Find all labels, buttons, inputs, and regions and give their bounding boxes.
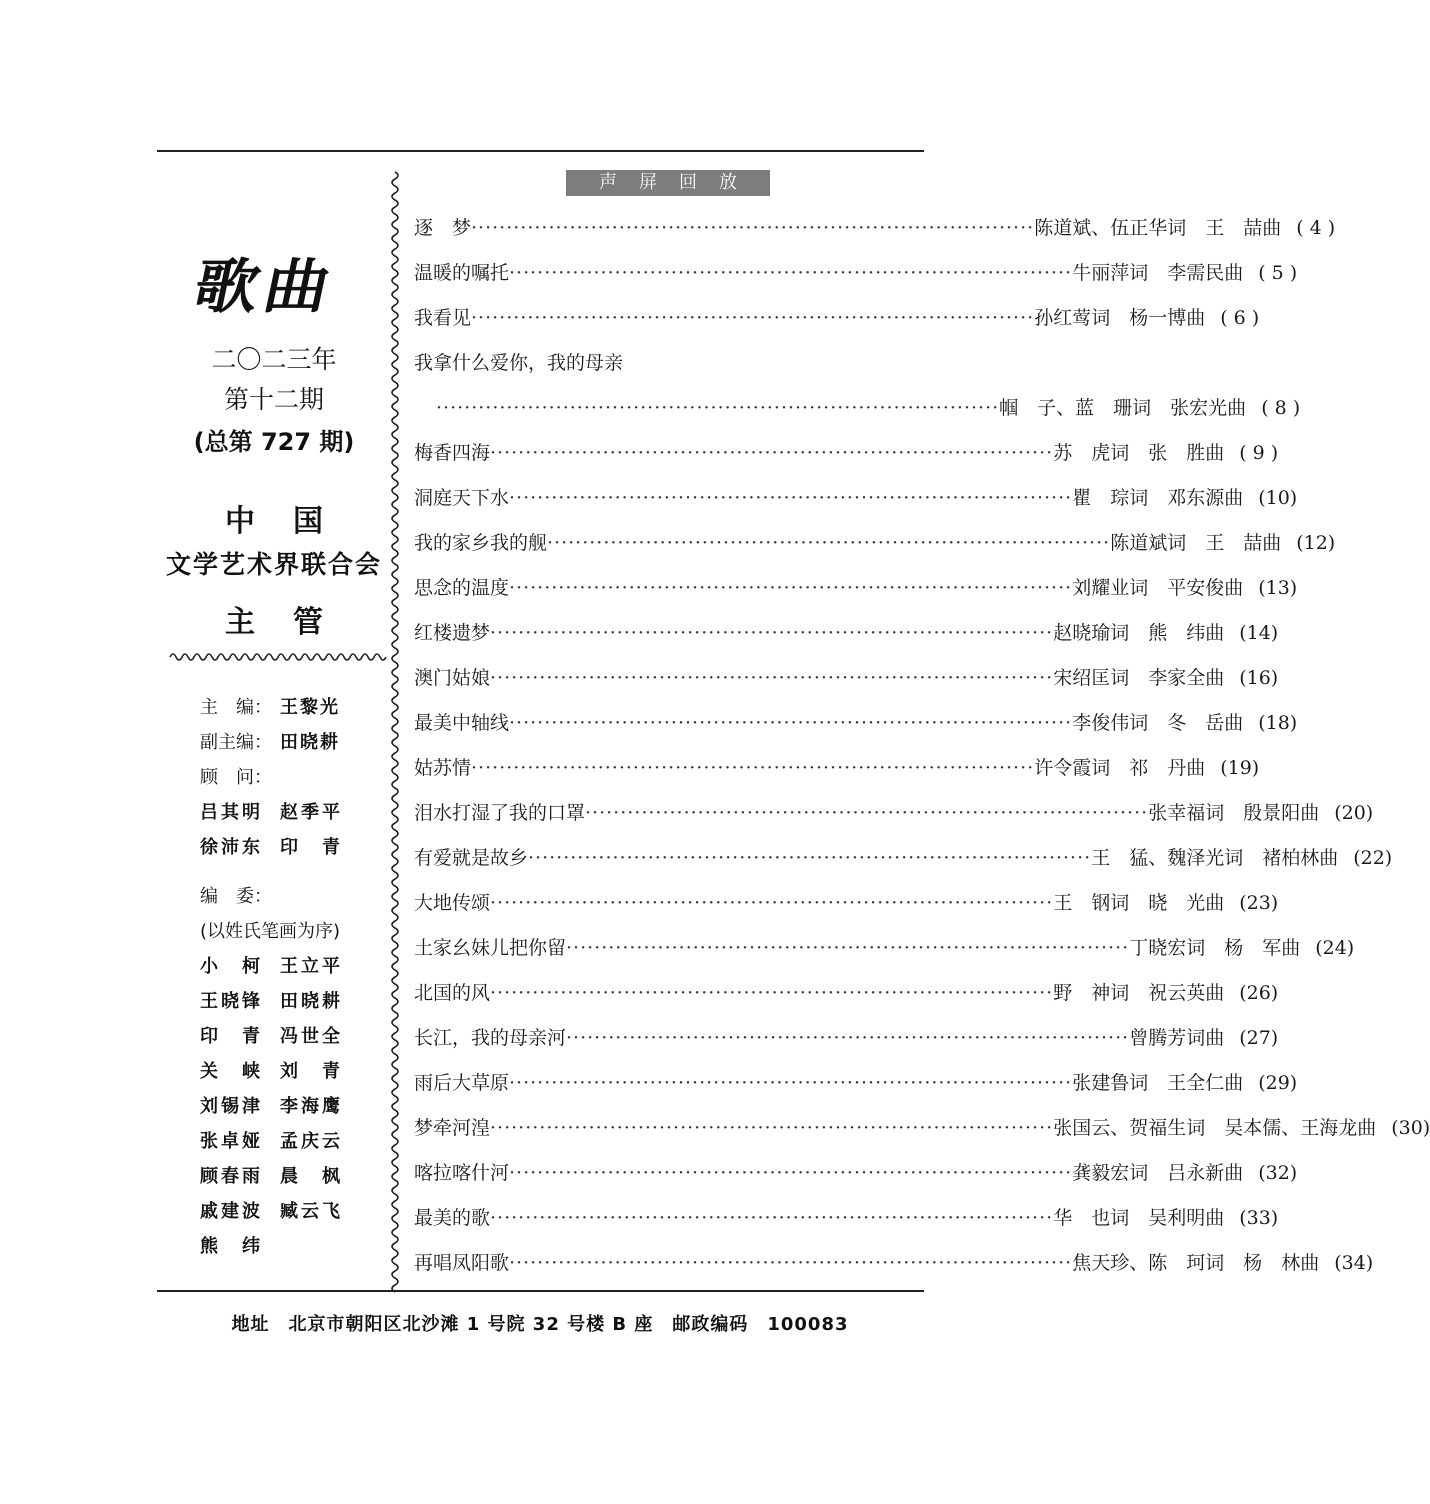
staff-list xyxy=(200,690,380,1264)
toc-credits: 陈道斌、伍正华词 王 喆曲 xyxy=(1034,217,1282,239)
committee-member: 王立平 xyxy=(280,956,343,977)
committee-row xyxy=(200,1159,380,1194)
toc-credits: 华 也词 吴利明曲 xyxy=(1053,1207,1225,1229)
toc-leader-dots: ················································································ xyxy=(490,1207,1054,1229)
toc-credits: 赵晓瑜词 熊 纬曲 xyxy=(1053,622,1225,644)
deputy-editor-label: 副主编： xyxy=(200,732,272,753)
section-banner: 声屏回放 xyxy=(566,170,770,196)
toc-leader-dots: ················································································ xyxy=(471,757,1035,779)
toc-entry xyxy=(414,971,1279,1016)
committee-member: 孟庆云 xyxy=(280,1131,343,1152)
committee-label: 编 委： xyxy=(200,886,272,907)
toc-title: 梅香四海 xyxy=(414,442,491,464)
toc-title: 红楼遗梦 xyxy=(414,622,491,644)
toc-page: (32) xyxy=(1258,1162,1298,1184)
toc-title: 温暖的嘱托 xyxy=(414,262,510,284)
committee-member: 关 峡 xyxy=(200,1061,263,1082)
committee-member: 刘 青 xyxy=(280,1061,343,1082)
toc-leader-dots: ················································································ xyxy=(509,712,1073,734)
toc-page: ( 9 ) xyxy=(1239,442,1279,464)
vertical-wave-divider xyxy=(388,172,402,1282)
toc-leader-dots: ················································································ xyxy=(509,1162,1073,1184)
org-line-1: 中国 xyxy=(225,504,361,539)
chief-editor-label: 主 编： xyxy=(200,697,272,718)
toc-credits: 丁晓宏词 杨 军曲 xyxy=(1129,937,1301,959)
toc-credits: 张国云、贺福生词 吴本儒、王海龙曲 xyxy=(1053,1117,1377,1139)
committee-member: 冯世全 xyxy=(280,1026,343,1047)
toc-leader-dots: ················································································ xyxy=(471,217,1035,239)
toc-entry xyxy=(414,656,1279,701)
toc-page: (20) xyxy=(1334,802,1374,824)
toc-leader-dots: ················································································ xyxy=(490,1117,1054,1139)
toc-title: 澳门姑娘 xyxy=(414,667,491,689)
committee-row xyxy=(200,1194,380,1229)
toc-credits: 李俊伟词 冬 岳曲 xyxy=(1072,712,1244,734)
magazine-logo: 歌曲 xyxy=(187,252,343,322)
toc-leader-dots: ················································································ xyxy=(566,937,1130,959)
toc-page: (23) xyxy=(1239,892,1279,914)
toc-title: 泪水打湿了我的口罩 xyxy=(414,802,586,824)
toc-leader-dots: ················································································ xyxy=(471,307,1035,329)
toc-page: (29) xyxy=(1258,1072,1298,1094)
toc-entry xyxy=(414,701,1298,746)
toc-leader-dots: ················································································ xyxy=(436,397,1000,419)
committee-member: 田晓耕 xyxy=(280,991,343,1012)
toc-page: (10) xyxy=(1258,487,1298,509)
toc-title: 逐 梦 xyxy=(414,217,472,239)
toc-credits: 野 神词 祝云英曲 xyxy=(1053,982,1225,1004)
toc-entry xyxy=(414,1061,1298,1106)
toc-credits: 宋绍匡词 李家全曲 xyxy=(1053,667,1225,689)
committee-member: 李海鹰 xyxy=(280,1096,343,1117)
toc-entry xyxy=(414,341,924,386)
toc-credits: 苏 虎词 张 胜曲 xyxy=(1053,442,1225,464)
advisor-name: 吕其明 xyxy=(200,802,263,823)
toc-leader-dots: ················································································ xyxy=(490,442,1054,464)
toc-entry xyxy=(414,611,1279,656)
deputy-editor: 田晓耕 xyxy=(280,732,340,753)
issue-year: 二〇二三年 xyxy=(211,345,337,374)
toc-page: (26) xyxy=(1239,982,1279,1004)
toc-page: (16) xyxy=(1239,667,1279,689)
toc-credits: 陈道斌词 王 喆曲 xyxy=(1110,532,1282,554)
toc-leader-dots: ················································································ xyxy=(509,1252,1073,1274)
committee-note: (以姓氏笔画为序) xyxy=(200,921,341,942)
toc-title: 最美中轴线 xyxy=(414,712,510,734)
toc-leader-dots: ················································································ xyxy=(490,982,1054,1004)
toc-entry xyxy=(414,296,1260,341)
committee-row xyxy=(200,984,380,1019)
toc-leader-dots: ················································································ xyxy=(490,892,1054,914)
toc-page: (27) xyxy=(1239,1027,1279,1049)
chief-editor-row xyxy=(200,690,380,725)
toc-entry xyxy=(414,386,1301,431)
toc-entry xyxy=(414,836,1393,881)
committee-list xyxy=(200,949,380,1264)
toc-page: ( 5 ) xyxy=(1258,262,1298,284)
toc-page: (33) xyxy=(1239,1207,1279,1229)
toc-page: (22) xyxy=(1353,847,1393,869)
toc-title: 我拿什么爱你，我的母亲 xyxy=(414,352,624,374)
committee-row xyxy=(200,1054,380,1089)
committee-member: 顾春雨 xyxy=(200,1166,263,1187)
toc-title: 洞庭天下水 xyxy=(414,487,510,509)
committee-member: 王晓锋 xyxy=(200,991,263,1012)
toc-credits: 王 猛、魏泽光词 褚柏林曲 xyxy=(1091,847,1339,869)
toc-leader-dots: ················································································ xyxy=(509,577,1073,599)
toc-page: (30) xyxy=(1391,1117,1430,1139)
toc-entry xyxy=(414,431,1279,476)
table-of-contents xyxy=(414,206,1430,1286)
advisor-name: 印 青 xyxy=(280,837,343,858)
toc-page: (19) xyxy=(1220,757,1260,779)
toc-entry xyxy=(414,206,1336,251)
toc-leader-dots: ················································································ xyxy=(509,487,1073,509)
deputy-editor-row xyxy=(200,725,380,760)
advisor-label: 顾 问： xyxy=(200,767,272,788)
toc-title: 我看见 xyxy=(414,307,472,329)
toc-page: ( 4 ) xyxy=(1296,217,1336,239)
toc-page: (18) xyxy=(1258,712,1298,734)
committee-row xyxy=(200,1124,380,1159)
toc-title: 北国的风 xyxy=(414,982,491,1004)
toc-entry xyxy=(414,251,1298,296)
toc-leader-dots: ················································································ xyxy=(566,1027,1130,1049)
toc-credits: 孙红莺词 杨一博曲 xyxy=(1034,307,1206,329)
toc-leader-dots: ················································································ xyxy=(547,532,1111,554)
toc-title: 喀拉喀什河 xyxy=(414,1162,510,1184)
toc-title: 大地传颂 xyxy=(414,892,491,914)
advisor-row xyxy=(200,830,380,865)
toc-credits: 许令霞词 祁 丹曲 xyxy=(1034,757,1206,779)
toc-credits: 张建鲁词 王全仁曲 xyxy=(1072,1072,1244,1094)
committee-member: 戚建波 xyxy=(200,1201,263,1222)
toc-title: 雨后大草原 xyxy=(414,1072,510,1094)
committee-member: 张卓娅 xyxy=(200,1131,263,1152)
committee-label-row xyxy=(200,879,380,914)
toc-credits: 焦天珍、陈 珂词 杨 林曲 xyxy=(1072,1252,1320,1274)
toc-title: 思念的温度 xyxy=(414,577,510,599)
toc-credits: 牛丽萍词 李需民曲 xyxy=(1072,262,1244,284)
masthead-column xyxy=(160,150,388,1290)
total-issue: (总第 727 期) xyxy=(193,428,355,456)
toc-credits: 曾腾芳词曲 xyxy=(1129,1027,1225,1049)
committee-row xyxy=(200,1019,380,1054)
committee-member: 臧云飞 xyxy=(280,1201,343,1222)
toc-leader-dots: ················································································ xyxy=(490,667,1054,689)
committee-member: 刘锡津 xyxy=(200,1096,263,1117)
toc-leader-dots: ················································································ xyxy=(509,1072,1073,1094)
committee-member: 晨 枫 xyxy=(280,1166,343,1187)
committee-member: 小 柯 xyxy=(200,956,263,977)
toc-entry xyxy=(414,1241,1374,1286)
advisor-name: 徐沛东 xyxy=(200,837,263,858)
toc-leader-dots: ················································································ xyxy=(490,622,1054,644)
toc-title: 梦牵河湟 xyxy=(414,1117,491,1139)
advisor-name: 赵季平 xyxy=(280,802,343,823)
committee-member: 熊 纬 xyxy=(200,1236,263,1257)
toc-entry xyxy=(414,1151,1298,1196)
toc-entry xyxy=(414,881,1279,926)
toc-title: 长江，我的母亲河 xyxy=(414,1027,567,1049)
committee-row xyxy=(200,949,380,984)
toc-leader-dots: ················································································ xyxy=(528,847,1092,869)
toc-credits: 张幸福词 殷景阳曲 xyxy=(1148,802,1320,824)
issue-number: 第十二期 xyxy=(223,385,324,414)
toc-entry xyxy=(414,476,1298,521)
toc-entry xyxy=(414,926,1355,971)
committee-row xyxy=(200,1089,380,1124)
toc-credits: 瞿 琮词 邓东源曲 xyxy=(1072,487,1244,509)
toc-credits: 帼 子、蓝 珊词 张宏光曲 xyxy=(999,397,1247,419)
toc-title: 我的家乡我的舰 xyxy=(414,532,548,554)
toc-title: 最美的歌 xyxy=(414,1207,491,1229)
toc-entry xyxy=(414,521,1336,566)
bottom-rule xyxy=(157,1290,924,1292)
toc-credits: 王 钢词 晓 光曲 xyxy=(1053,892,1225,914)
org-line-3: 主管 xyxy=(225,605,361,640)
address-footer: 地址 北京市朝阳区北沙滩 1 号院 32 号楼 B 座 邮政编码 100083 xyxy=(231,1314,849,1335)
toc-title: 土家幺妹儿把你留 xyxy=(414,937,567,959)
toc-leader-dots: ················································································ xyxy=(509,262,1073,284)
toc-entry xyxy=(414,1196,1279,1241)
toc-leader-dots: ················································································ xyxy=(585,802,1149,824)
committee-row xyxy=(200,1229,380,1264)
advisor-label-row xyxy=(200,760,380,795)
toc-title: 再唱凤阳歌 xyxy=(414,1252,510,1274)
chief-editor: 王黎光 xyxy=(280,697,340,718)
toc-entry xyxy=(414,566,1298,611)
toc-title: 姑苏情 xyxy=(414,757,472,779)
toc-page: (24) xyxy=(1315,937,1355,959)
toc-credits: 刘耀业词 平安俊曲 xyxy=(1072,577,1244,599)
toc-entry xyxy=(414,1106,1430,1151)
toc-title: 有爱就是故乡 xyxy=(414,847,529,869)
toc-page: (34) xyxy=(1334,1252,1374,1274)
toc-page: ( 6 ) xyxy=(1220,307,1260,329)
wave-divider xyxy=(170,650,382,664)
org-line-2: 文学艺术界联合会 xyxy=(165,550,382,579)
advisor-row xyxy=(200,795,380,830)
toc-page: (14) xyxy=(1239,622,1279,644)
toc-entry xyxy=(414,746,1260,791)
toc-credits: 龚毅宏词 吕永新曲 xyxy=(1072,1162,1244,1184)
toc-page: (13) xyxy=(1258,577,1298,599)
toc-page: ( 8 ) xyxy=(1261,397,1301,419)
toc-entry xyxy=(414,791,1374,836)
toc-entry xyxy=(414,1016,1279,1061)
committee-member: 印 青 xyxy=(200,1026,263,1047)
toc-page: (12) xyxy=(1296,532,1336,554)
